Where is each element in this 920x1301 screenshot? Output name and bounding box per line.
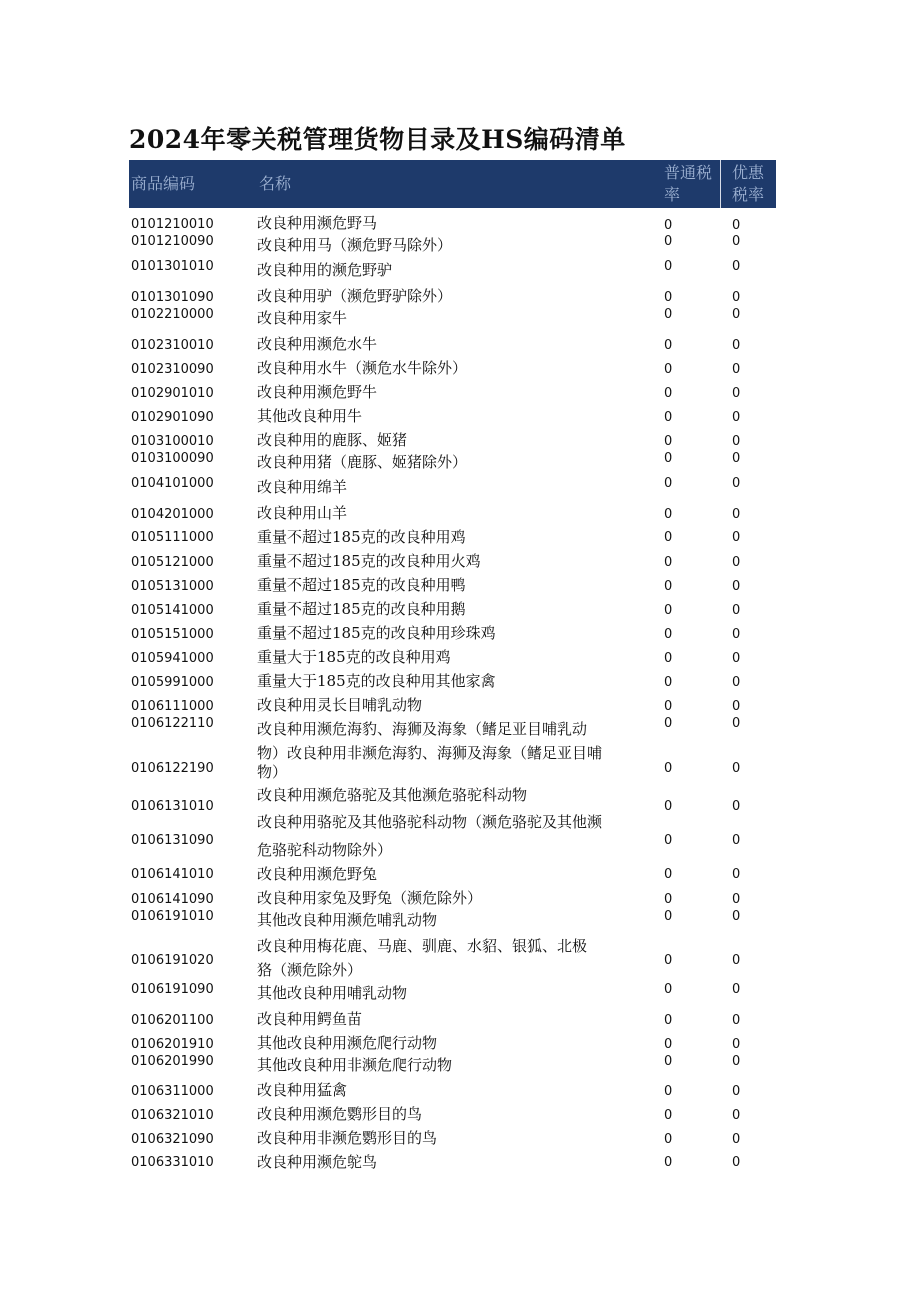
- hs-code-cell: 0101210010: [131, 217, 214, 232]
- general-rate-cell: 0: [664, 909, 673, 924]
- general-rate-cell: 0: [664, 234, 673, 249]
- preferential-rate-cell: 0: [732, 627, 741, 642]
- general-rate-cell: 0: [664, 1037, 673, 1052]
- general-rate-cell: 0: [664, 1108, 673, 1123]
- general-rate-cell: 0: [664, 1132, 673, 1147]
- hs-code-cell: 0106141090: [131, 892, 214, 907]
- header-preferential-rate: 优惠税率: [732, 163, 765, 204]
- goods-name-cell: 重量大于185克的改良种用鸡: [257, 648, 451, 666]
- general-rate-cell: 0: [664, 218, 673, 233]
- hs-code-cell: 0102310010: [131, 338, 214, 353]
- general-rate-cell: 0: [664, 451, 673, 466]
- preferential-rate-cell: 0: [732, 476, 741, 491]
- preferential-rate-cell: 0: [732, 307, 741, 322]
- preferential-rate-cell: 0: [732, 1013, 741, 1028]
- general-rate-cell: 0: [664, 307, 673, 322]
- header-name: 名称: [259, 174, 292, 193]
- hs-code-cell: 0106191020: [131, 953, 214, 968]
- preferential-rate-cell: 0: [732, 603, 741, 618]
- preferential-rate-cell: 0: [732, 833, 741, 848]
- goods-name-cell-continued: 危骆驼科动物除外）: [257, 841, 393, 859]
- general-rate-cell: 0: [664, 555, 673, 570]
- goods-name-cell: 改良种用家牛: [257, 309, 348, 327]
- preferential-rate-cell: 0: [732, 982, 741, 997]
- hs-code-cell: 0106191090: [131, 982, 214, 997]
- goods-name-cell: 改良种用水牛（濒危水牛除外）: [257, 359, 468, 377]
- general-rate-cell: 0: [664, 651, 673, 666]
- preferential-rate-cell: 0: [732, 290, 741, 305]
- preferential-rate-cell: 0: [732, 761, 741, 776]
- hs-code-cell: 0102210000: [131, 307, 214, 322]
- hs-code-cell: 0105941000: [131, 651, 214, 666]
- goods-name-cell: 重量不超过185克的改良种用鸭: [257, 576, 466, 594]
- hs-code-cell: 0106122110: [131, 716, 214, 731]
- general-rate-cell: 0: [664, 716, 673, 731]
- goods-name-cell: 重量不超过185克的改良种用火鸡: [257, 552, 481, 570]
- preferential-rate-cell: 0: [732, 953, 741, 968]
- general-rate-cell: 0: [664, 434, 673, 449]
- general-rate-cell: 0: [664, 892, 673, 907]
- goods-name-cell: 改良种用的鹿豚、姬猪: [257, 431, 408, 449]
- preferential-rate-cell: 0: [732, 218, 741, 233]
- general-rate-cell: 0: [664, 386, 673, 401]
- hs-code-cell: 0106321010: [131, 1108, 214, 1123]
- general-rate-cell: 0: [664, 579, 673, 594]
- hs-code-cell: 0101301090: [131, 290, 214, 305]
- goods-name-cell: 改良种用猪（鹿豚、姬猪除外）: [257, 453, 468, 471]
- goods-name-cell: 改良种用山羊: [257, 504, 348, 522]
- preferential-rate-cell: 0: [732, 867, 741, 882]
- general-rate-cell: 0: [664, 1155, 673, 1170]
- goods-name-cell: 重量大于185克的改良种用其他家禽: [257, 672, 496, 690]
- hs-code-cell: 0106131090: [131, 833, 214, 848]
- hs-code-cell: 0105991000: [131, 675, 214, 690]
- goods-name-cell: 其他改良种用牛: [257, 407, 363, 425]
- general-rate-cell: 0: [664, 530, 673, 545]
- goods-name-cell: 重量不超过185克的改良种用珍珠鸡: [257, 624, 496, 642]
- preferential-rate-cell: 0: [732, 386, 741, 401]
- preferential-rate-cell: 0: [732, 909, 741, 924]
- hs-code-cell: 0105151000: [131, 627, 214, 642]
- general-rate-cell: 0: [664, 507, 673, 522]
- preferential-rate-cell: 0: [732, 234, 741, 249]
- goods-name-cell: 改良种用濒危鹦形目的鸟: [257, 1105, 423, 1123]
- general-rate-cell: 0: [664, 982, 673, 997]
- hs-code-cell: 0101301010: [131, 259, 214, 274]
- general-rate-cell: 0: [664, 410, 673, 425]
- general-rate-cell: 0: [664, 1054, 673, 1069]
- goods-name-cell: 改良种用家兔及野兔（濒危除外）: [257, 889, 483, 907]
- general-rate-cell: 0: [664, 259, 673, 274]
- goods-name-cell: 其他改良种用濒危爬行动物: [257, 1034, 438, 1052]
- preferential-rate-cell: 0: [732, 675, 741, 690]
- hs-code-cell: 0106131010: [131, 799, 214, 814]
- hs-code-cell: 0104101000: [131, 476, 214, 491]
- general-rate-cell: 0: [664, 476, 673, 491]
- preferential-rate-cell: 0: [732, 555, 741, 570]
- preferential-rate-cell: 0: [732, 1084, 741, 1099]
- preferential-rate-cell: 0: [732, 892, 741, 907]
- general-rate-cell: 0: [664, 338, 673, 353]
- goods-name-cell: 其他改良种用濒危哺乳动物: [257, 911, 438, 929]
- general-rate-cell: 0: [664, 627, 673, 642]
- goods-name-cell: 物）改良种用非濒危海豹、海狮及海象（鳍足亚目哺: [257, 744, 603, 762]
- preferential-rate-cell: 0: [732, 338, 741, 353]
- hs-code-cell: 0106201100: [131, 1013, 214, 1028]
- header-code: 商品编码: [131, 174, 196, 193]
- preferential-rate-cell: 0: [732, 651, 741, 666]
- goods-name-cell: 改良种用驴（濒危野驴除外）: [257, 287, 453, 305]
- preferential-rate-cell: 0: [732, 507, 741, 522]
- hs-code-cell: 0104201000: [131, 507, 214, 522]
- header-general-rate: 普通税率: [664, 163, 713, 204]
- hs-code-cell: 0105141000: [131, 603, 214, 618]
- goods-name-cell: 改良种用濒危野兔: [257, 865, 378, 883]
- hs-code-cell: 0101210090: [131, 234, 214, 249]
- preferential-rate-cell: 0: [732, 530, 741, 545]
- hs-code-cell: 0106122190: [131, 761, 214, 776]
- goods-name-cell: 改良种用猛禽: [257, 1081, 348, 1099]
- header-divider: [720, 160, 721, 208]
- preferential-rate-cell: 0: [732, 434, 741, 449]
- general-rate-cell: 0: [664, 799, 673, 814]
- general-rate-cell: 0: [664, 761, 673, 776]
- hs-code-cell: 0105121000: [131, 555, 214, 570]
- goods-name-cell: 改良种用梅花鹿、马鹿、驯鹿、水貂、银狐、北极: [257, 937, 588, 955]
- preferential-rate-cell: 0: [732, 1108, 741, 1123]
- general-rate-cell: 0: [664, 833, 673, 848]
- goods-name-cell-continued: 物）: [257, 763, 288, 781]
- hs-code-cell: 0106311000: [131, 1084, 214, 1099]
- hs-code-cell: 0103100090: [131, 451, 214, 466]
- goods-name-cell: 其他改良种用非濒危爬行动物: [257, 1056, 453, 1074]
- general-rate-cell: 0: [664, 699, 673, 714]
- preferential-rate-cell: 0: [732, 1037, 741, 1052]
- table-header: [129, 160, 776, 208]
- general-rate-cell: 0: [664, 675, 673, 690]
- preferential-rate-cell: 0: [732, 1054, 741, 1069]
- goods-name-cell: 改良种用濒危野马: [257, 214, 378, 232]
- hs-code-cell: 0106321090: [131, 1132, 214, 1147]
- preferential-rate-cell: 0: [732, 259, 741, 274]
- preferential-rate-cell: 0: [732, 799, 741, 814]
- hs-code-cell: 0106191010: [131, 909, 214, 924]
- goods-name-cell: 其他改良种用哺乳动物: [257, 984, 408, 1002]
- goods-name-cell: 改良种用骆驼及其他骆驼科动物（濒危骆驼及其他濒: [257, 813, 603, 831]
- hs-code-cell: 0102310090: [131, 362, 214, 377]
- goods-name-cell: 改良种用马（濒危野马除外）: [257, 236, 453, 254]
- general-rate-cell: 0: [664, 1013, 673, 1028]
- goods-name-cell: 改良种用濒危水牛: [257, 335, 378, 353]
- preferential-rate-cell: 0: [732, 362, 741, 377]
- goods-name-cell: 改良种用的濒危野驴: [257, 261, 393, 279]
- goods-name-cell: 改良种用灵长目哺乳动物: [257, 696, 423, 714]
- goods-name-cell: 重量不超过185克的改良种用鹅: [257, 600, 466, 618]
- goods-name-cell: 重量不超过185克的改良种用鸡: [257, 528, 466, 546]
- goods-name-cell: 改良种用绵羊: [257, 478, 348, 496]
- goods-name-cell: 改良种用濒危海豹、海狮及海象（鳍足亚目哺乳动: [257, 720, 588, 738]
- hs-code-cell: 0102901010: [131, 386, 214, 401]
- hs-code-cell: 0103100010: [131, 434, 214, 449]
- hs-code-cell: 0105131000: [131, 579, 214, 594]
- goods-name-cell: 改良种用濒危野牛: [257, 383, 378, 401]
- page-title: 2024年零关税管理货物目录及HS编码清单: [129, 125, 626, 154]
- general-rate-cell: 0: [664, 290, 673, 305]
- preferential-rate-cell: 0: [732, 1155, 741, 1170]
- hs-code-cell: 0106331010: [131, 1155, 214, 1170]
- hs-code-cell: 0102901090: [131, 410, 214, 425]
- general-rate-cell: 0: [664, 603, 673, 618]
- goods-name-cell-continued: 狢（濒危除外）: [257, 961, 363, 979]
- general-rate-cell: 0: [664, 867, 673, 882]
- general-rate-cell: 0: [664, 362, 673, 377]
- hs-code-cell: 0106111000: [131, 699, 214, 714]
- goods-name-cell: 改良种用濒危鸵鸟: [257, 1153, 378, 1171]
- goods-name-cell: 改良种用非濒危鹦形目的鸟: [257, 1129, 438, 1147]
- goods-name-cell: 改良种用鳄鱼苗: [257, 1010, 363, 1028]
- preferential-rate-cell: 0: [732, 451, 741, 466]
- preferential-rate-cell: 0: [732, 1132, 741, 1147]
- preferential-rate-cell: 0: [732, 699, 741, 714]
- hs-code-cell: 0106201910: [131, 1037, 214, 1052]
- general-rate-cell: 0: [664, 1084, 673, 1099]
- preferential-rate-cell: 0: [732, 579, 741, 594]
- preferential-rate-cell: 0: [732, 716, 741, 731]
- general-rate-cell: 0: [664, 953, 673, 968]
- hs-code-cell: 0106201990: [131, 1054, 214, 1069]
- goods-name-cell: 改良种用濒危骆驼及其他濒危骆驼科动物: [257, 786, 528, 804]
- preferential-rate-cell: 0: [732, 410, 741, 425]
- hs-code-cell: 0106141010: [131, 867, 214, 882]
- hs-code-cell: 0105111000: [131, 530, 214, 545]
